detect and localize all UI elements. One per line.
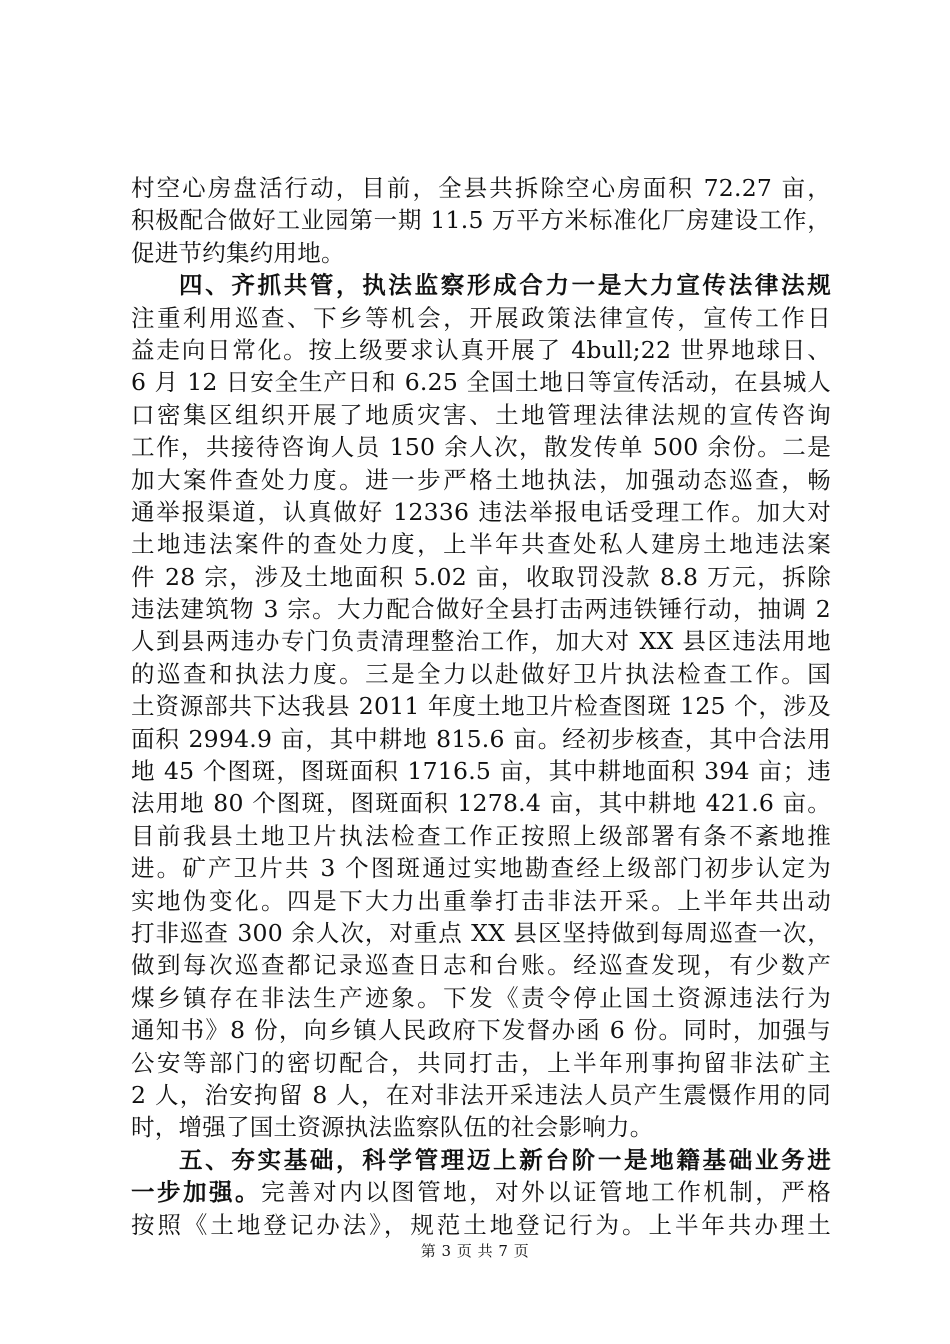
text-line (131, 1176, 831, 1208)
text-line: 通举报渠道，认真做好 12336 违法举报电话受理工作。加大对 (131, 497, 831, 526)
text-line: 加大案件查处力度。进一步严格土地执法，加强动态巡查，畅 (131, 465, 831, 494)
text-line: 益走向日常化。按上级要求认真开展了 4bull;22 世界地球日、 (131, 335, 831, 364)
text-line: 目前我县土地卫片执法检查工作正按照上级部署有条不紊地推 (131, 821, 831, 850)
text-line: 做到每次巡查都记录巡查日志和台账。经巡查发现，有少数产 (131, 951, 831, 980)
text-line: 6 月 12 日安全生产日和 6.25 全国土地日等宣传活动，在县城人 (131, 368, 831, 397)
text-line: 违法建筑物 3 宗。大力配合做好全县打击两违铁锤行动，抽调 2 (131, 595, 831, 624)
text-line: 地 45 个图斑，图斑面积 1716.5 亩，其中耕地面积 394 亩；违 (131, 757, 831, 786)
text-line: 积极配合做好工业园第一期 11.5 万平方米标准化厂房建设工作， (131, 206, 831, 235)
text-line-rest: 完善对内以图管地，对外以证管地工作机制，严格 (261, 1178, 831, 1207)
text-line: 件 28 宗，涉及土地面积 5.02 亩，收取罚没款 8.8 万元，拆除 (131, 562, 831, 591)
text-line: 法用地 80 个图斑，图斑面积 1278.4 亩，其中耕地 421.6 亩。 (131, 789, 831, 818)
page-footer: 第 3 页 共 7 页 (420, 1242, 530, 1260)
text-line: 口密集区组织开展了地质灾害、土地管理法律法规的宣传咨询 (131, 400, 831, 429)
text-line: 时，增强了国土资源执法监察队伍的社会影响力。 (131, 1113, 654, 1142)
text-line: 实地伪变化。四是下大力出重拳打击非法开采。上半年共出动 (131, 886, 831, 915)
section-heading-tail: 一步加强。 (131, 1178, 262, 1207)
text-line: 促进节约集约用地。 (131, 238, 345, 267)
text-line: 注重利用巡查、下乡等机会，开展政策法律宣传，宣传工作日 (131, 303, 831, 332)
text-line: 公安等部门的密切配合，共同打击，上半年刑事拘留非法矿主 (131, 1048, 831, 1077)
text-line: 按照《土地登记办法》，规范土地登记行为。上半年共办理土 (131, 1210, 831, 1239)
text-line: 通知书》8 份，向乡镇人民政府下发督办函 6 份。同时，加强与 (131, 1016, 831, 1045)
text-line: 煤乡镇存在非法生产迹象。下发《责令停止国土资源违法行为 (131, 983, 831, 1012)
section-heading: 四、齐抓共管，执法监察形成合力一是大力宣传法律法规 (179, 271, 831, 300)
text-line: 打非巡查 300 余人次，对重点 XX 县区坚持做到每周巡查一次， (131, 918, 831, 947)
text-line: 土资源部共下达我县 2011 年度土地卫片检查图斑 125 个，涉及 (131, 692, 831, 721)
text-line: 进。矿产卫片共 3 个图斑通过实地勘查经上级部门初步认定为 (131, 854, 831, 883)
text-line: 村空心房盘活行动，目前，全县共拆除空心房面积 72.27 亩， (131, 174, 831, 202)
text-line: 2 人，治安拘留 8 人，在对非法开采违法人员产生震慑作用的同 (131, 1080, 831, 1109)
text-line: 面积 2994.9 亩，其中耕地 815.6 亩。经初步核查，其中合法用 (131, 724, 831, 753)
document-body (131, 172, 831, 1241)
text-line: 土地违法案件的查处力度，上半年共查处私人建房土地违法案 (131, 530, 831, 559)
text-line: 的巡查和执法力度。三是全力以赴做好卫片执法检查工作。国 (131, 659, 831, 688)
text-line: 工作，共接待咨询人员 150 余人次，散发传单 500 余份。二是 (131, 433, 831, 462)
document-page (131, 172, 831, 1241)
text-line: 人到县两违办专门负责清理整治工作，加大对 XX 县区违法用地 (131, 627, 831, 656)
section-heading: 五、夯实基础，科学管理迈上新台阶一是地籍基础业务进 (179, 1145, 831, 1174)
